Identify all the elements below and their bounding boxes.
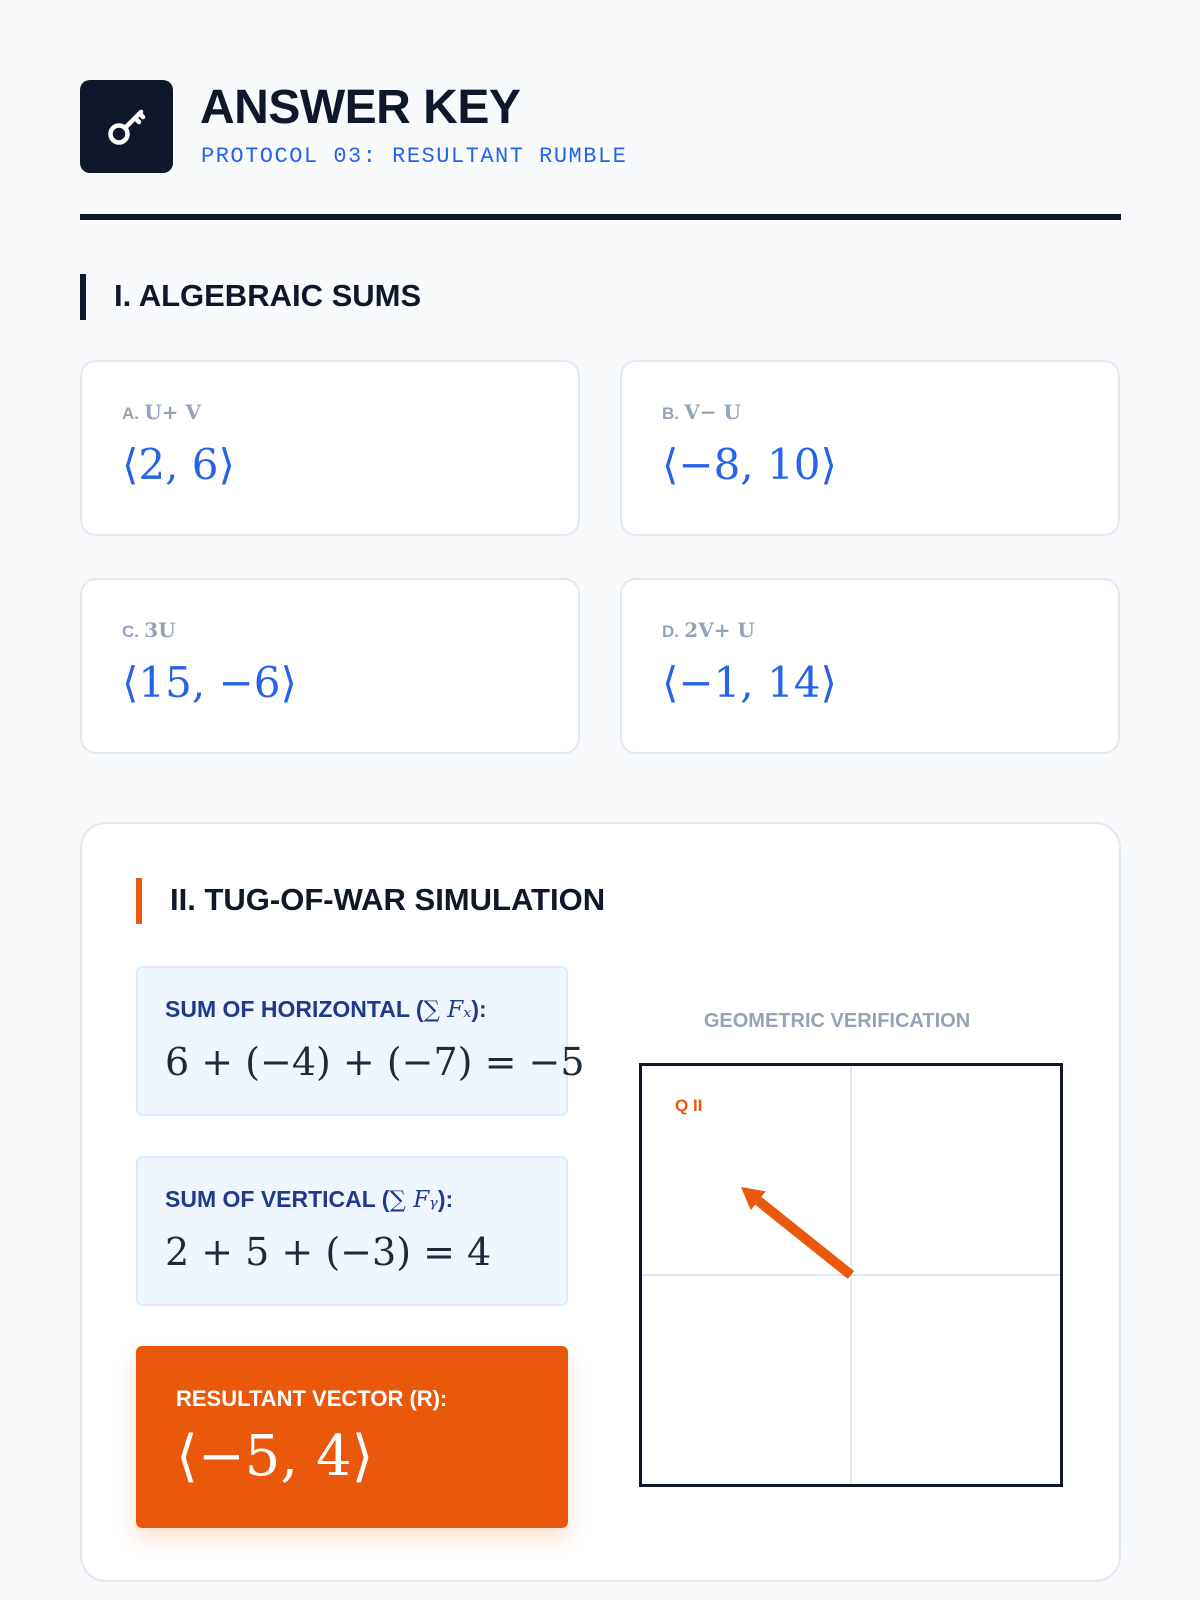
- page-title: ANSWER KEY: [200, 81, 521, 134]
- card-letter: D.: [662, 622, 679, 641]
- card-expression: V− U: [684, 400, 741, 424]
- geometric-verification-title: GEOMETRIC VERIFICATION: [703, 1010, 971, 1032]
- horizontal-sum-equation: 6 + (−4) + (−7) = −5: [165, 1040, 585, 1084]
- label-end: ):: [437, 1186, 454, 1212]
- vertical-sum-equation: 2 + 5 + (−3) = 4: [165, 1230, 492, 1274]
- section-title: II. TUG-OF-WAR SIMULATION: [170, 882, 606, 917]
- sigma-fx-symbol: ∑ Fₓ: [423, 997, 472, 1023]
- geometric-verification-graph: [639, 1063, 1063, 1487]
- card-answer: ⟨−8, 10⟩: [662, 440, 837, 489]
- card-expression: 3U: [144, 618, 176, 642]
- card-letter: C.: [122, 622, 139, 641]
- horizontal-sum-box: [136, 966, 585, 1116]
- section-accent-bar: [80, 274, 86, 320]
- card-label: [122, 618, 176, 643]
- card-letter: B.: [662, 404, 679, 423]
- card-expression: 2V+ U: [684, 618, 755, 642]
- resultant-value: ⟨−5, 4⟩: [176, 1424, 374, 1489]
- card-label: [662, 618, 755, 643]
- section-accent-bar: [136, 878, 142, 924]
- vertical-sum-label: [165, 1186, 453, 1213]
- card-label: [122, 400, 201, 425]
- page-subtitle: PROTOCOL 03: RESULTANT RUMBLE: [201, 144, 628, 169]
- answer-card-a: [80, 360, 580, 536]
- vertical-sum-box: [136, 1156, 568, 1306]
- label-end: ):: [471, 996, 487, 1022]
- quadrant-label: Q II: [675, 1096, 703, 1115]
- answer-card-c: [80, 578, 580, 754]
- horizontal-sum-label: [165, 996, 487, 1023]
- label-text: SUM OF HORIZONTAL (: [165, 996, 424, 1022]
- card-answer: ⟨2, 6⟩: [122, 440, 235, 489]
- section-title: I. ALGEBRAIC SUMS: [114, 278, 422, 313]
- sigma-fy-symbol: ∑ Fᵧ: [389, 1187, 438, 1213]
- card-label: [662, 400, 741, 425]
- resultant-label: RESULTANT VECTOR (R):: [176, 1386, 448, 1411]
- card-answer: ⟨−1, 14⟩: [662, 658, 837, 707]
- header-divider: [80, 214, 1121, 220]
- card-answer: ⟨15, −6⟩: [122, 658, 297, 707]
- label-text: SUM OF VERTICAL (: [165, 1186, 390, 1212]
- header: [80, 80, 1121, 220]
- resultant-vector-box: [136, 1346, 568, 1528]
- card-letter: A.: [122, 404, 139, 423]
- tug-of-war-panel: [80, 822, 1121, 1582]
- answer-card-d: [620, 578, 1120, 754]
- card-expression: U+ V: [144, 400, 201, 424]
- logo: [80, 80, 173, 173]
- answer-card-b: [620, 360, 1120, 536]
- key-icon: [100, 100, 153, 153]
